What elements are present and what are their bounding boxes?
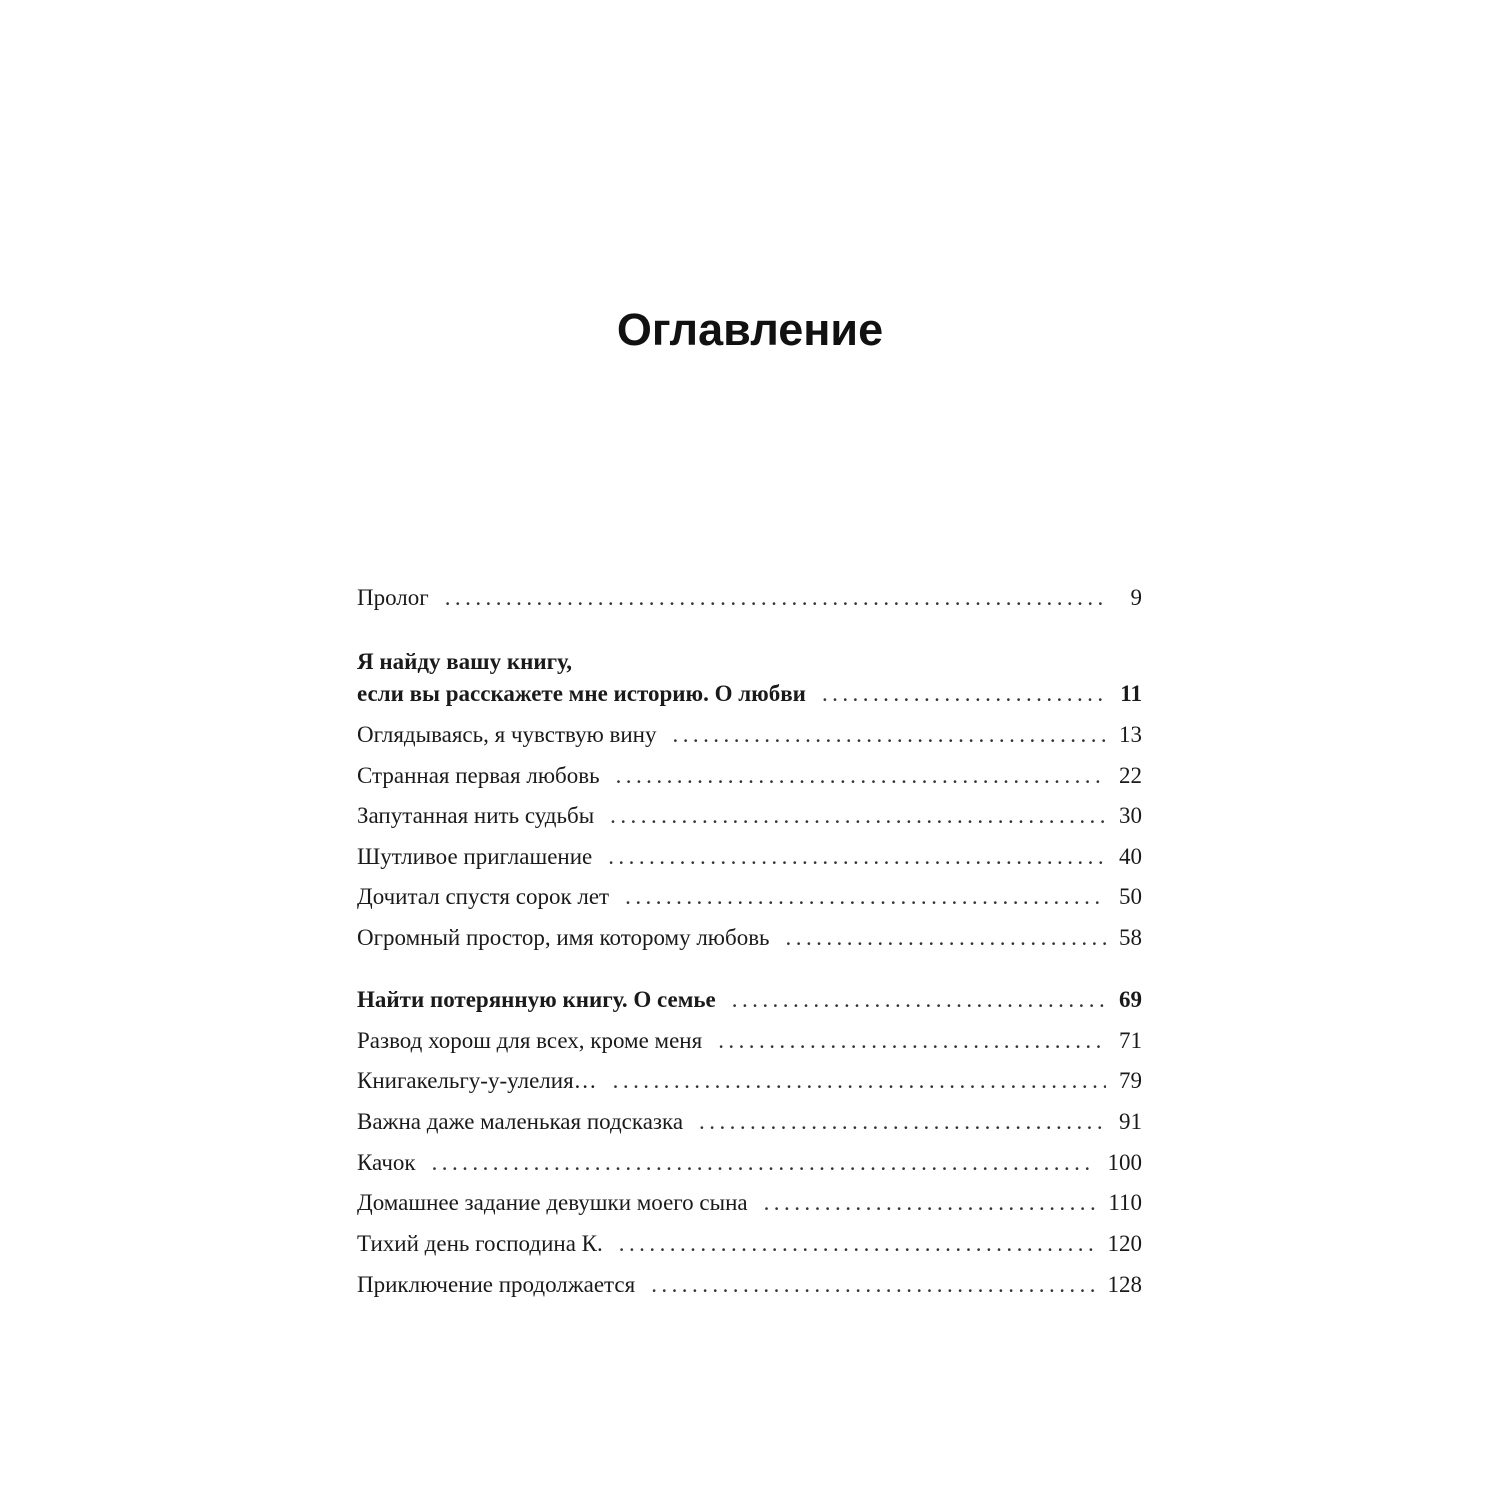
- toc-entry-page: 69: [1119, 987, 1142, 1012]
- section-heading-love-line1: Я найду вашу книгу,: [357, 649, 572, 674]
- toc-entry-page: 40: [1119, 844, 1142, 869]
- toc-entry[interactable]: [357, 1188, 1142, 1218]
- toc-entry-page: 58: [1119, 925, 1142, 950]
- toc-entry-page: 71: [1119, 1028, 1142, 1053]
- toc-entry-page: 128: [1107, 1272, 1142, 1297]
- toc-entry-title: Дочитал спустя сорок лет: [357, 884, 610, 909]
- toc-entry[interactable]: [357, 1270, 1142, 1300]
- toc-entry[interactable]: [357, 1026, 1142, 1056]
- toc-entry-title: Важна даже маленькая подсказка: [357, 1109, 684, 1134]
- toc-entry-page: 22: [1119, 763, 1142, 788]
- toc-entry-page: 50: [1119, 884, 1142, 909]
- toc-entry-page: 11: [1120, 681, 1142, 706]
- toc-entry-page: 13: [1119, 722, 1142, 747]
- dot-leader: [786, 923, 1106, 953]
- dot-leader: [619, 1229, 1096, 1259]
- dot-leader: [610, 801, 1106, 831]
- toc-entry-title: Огромный простор, имя которому любовь: [357, 925, 770, 950]
- dot-leader: [651, 1270, 1095, 1300]
- section-heading-family[interactable]: [357, 985, 1142, 1015]
- toc-entry-title: Тихий день господина К.: [357, 1231, 603, 1256]
- dot-leader: [445, 583, 1106, 613]
- toc-entry[interactable]: [357, 761, 1142, 791]
- dot-leader: [673, 720, 1107, 750]
- page-title: Оглавление: [616, 304, 884, 355]
- toc-entry-title: Книгакельгу-у-улелия…: [357, 1068, 597, 1093]
- dot-leader: [608, 842, 1106, 872]
- toc-entry[interactable]: [357, 882, 1142, 912]
- toc-entry-title: Найти потерянную книгу. О семье: [357, 987, 716, 1012]
- toc-entry[interactable]: [357, 801, 1142, 831]
- dot-leader: [732, 985, 1106, 1015]
- dot-leader: [699, 1107, 1106, 1137]
- toc-entry-title: Пролог: [357, 585, 429, 610]
- toc-entry-title: если вы расскажете мне историю. О любви: [357, 681, 806, 706]
- toc-entry[interactable]: [357, 720, 1142, 750]
- toc-entry-page: 30: [1119, 803, 1142, 828]
- toc-entry-title: Оглядываясь, я чувствую вину: [357, 722, 657, 747]
- toc-entry[interactable]: [357, 1066, 1142, 1096]
- toc-entry-page: 110: [1108, 1190, 1142, 1215]
- toc-entry[interactable]: [357, 842, 1142, 872]
- dot-leader: [764, 1188, 1097, 1218]
- dot-leader: [718, 1026, 1106, 1056]
- toc-entry-page: 79: [1119, 1068, 1142, 1093]
- toc-entry-title: Развод хорош для всех, кроме меня: [357, 1028, 703, 1053]
- toc-entry-title: Качок: [357, 1150, 416, 1175]
- toc-entry-title: Домашнее задание девушки моего сына: [357, 1190, 748, 1215]
- toc-entry-title: Странная первая любовь: [357, 763, 600, 788]
- toc-entry-page: 9: [1130, 585, 1142, 610]
- toc-entry-prologue[interactable]: [357, 583, 1142, 613]
- toc-entry[interactable]: [357, 1107, 1142, 1137]
- dot-leader: [432, 1148, 1096, 1178]
- dot-leader: [822, 679, 1106, 709]
- toc-entry[interactable]: [357, 923, 1142, 953]
- dot-leader: [616, 761, 1106, 791]
- toc-entry-title: Запутанная нить судьбы: [357, 803, 595, 828]
- section-heading-love[interactable]: [357, 679, 1142, 709]
- toc-entry[interactable]: [357, 1229, 1142, 1259]
- toc-entry-page: 100: [1107, 1150, 1142, 1175]
- dot-leader: [625, 882, 1106, 912]
- toc-entry-title: Шутливое приглашение: [357, 844, 593, 869]
- dot-leader: [613, 1066, 1106, 1096]
- toc-entry-page: 91: [1119, 1109, 1142, 1134]
- toc-entry[interactable]: [357, 1148, 1142, 1178]
- toc-entry-page: 120: [1107, 1231, 1142, 1256]
- toc-entry-title: Приключение продолжается: [357, 1272, 636, 1297]
